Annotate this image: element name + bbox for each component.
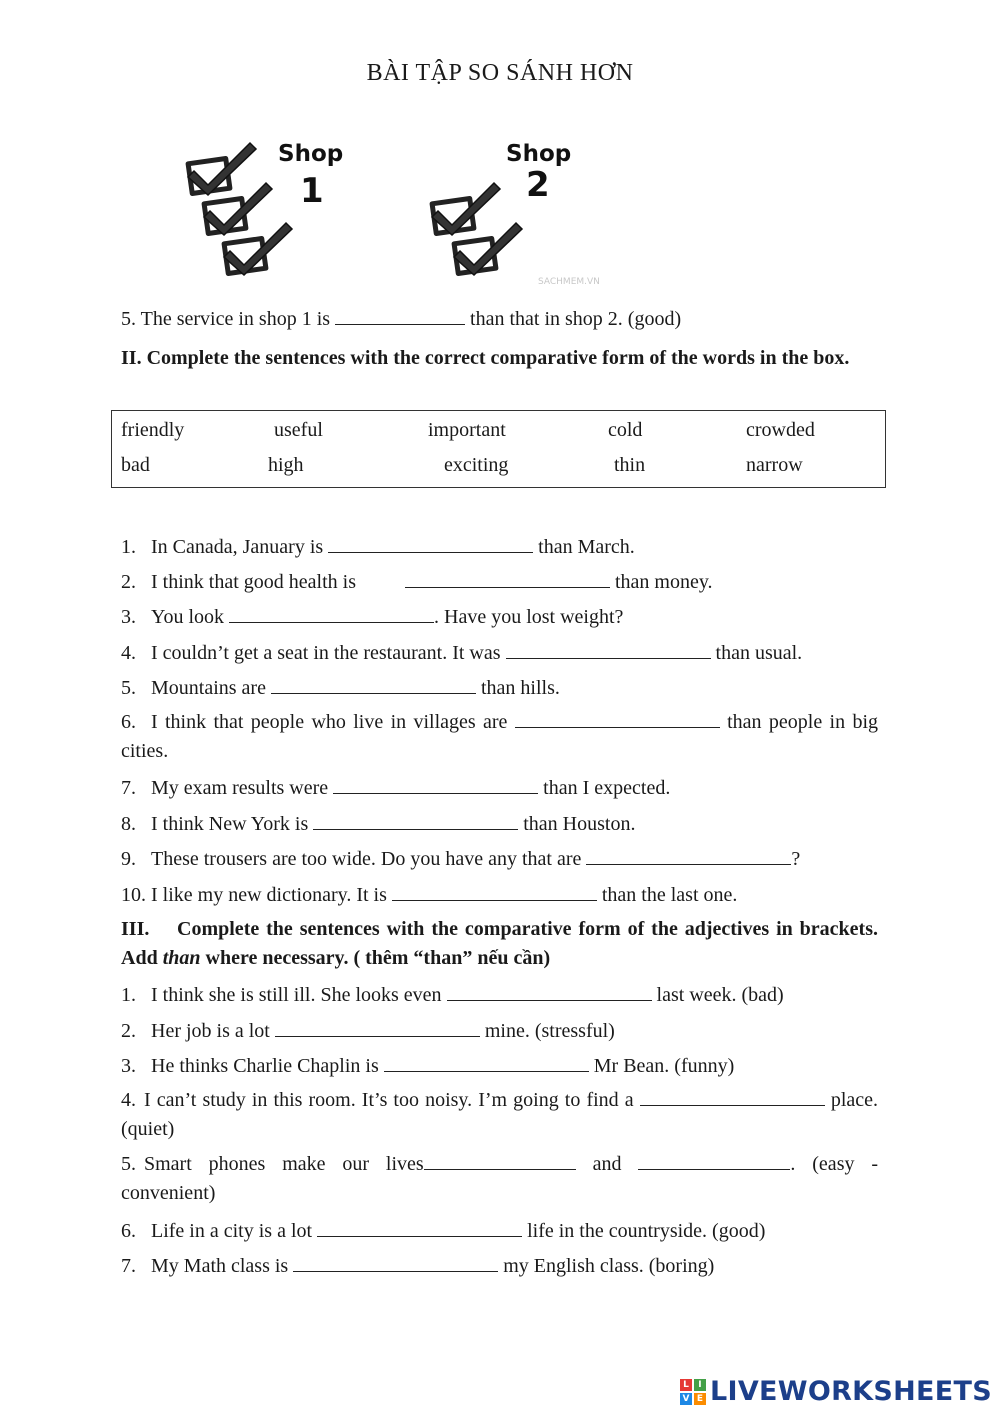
answer-blank[interactable]: [638, 1151, 790, 1170]
answer-blank[interactable]: [333, 775, 538, 794]
question-line: 2. I think that good health is than money.: [121, 571, 713, 593]
box-word: exciting: [444, 454, 509, 476]
question-line: 1. In Canada, January is than March.: [121, 536, 635, 558]
answer-blank[interactable]: [586, 846, 791, 865]
answer-blank[interactable]: [447, 982, 652, 1001]
question-line: 4. I can’t study in this room. It’s too noisy. I’m going to find a place. (quiet): [121, 1089, 879, 1140]
question-line: 9. These trousers are too wide. Do you have any that are ?: [121, 848, 801, 870]
question-line: 5. Mountains are than hills.: [121, 677, 560, 699]
shop1-label: Shop: [278, 141, 344, 167]
box-word: narrow: [746, 454, 803, 476]
section-heading: II. Complete the sentences with the correct comparative form of the words in the box.: [121, 347, 850, 369]
question-line: 7. My exam results were than I expected.: [121, 777, 671, 799]
answer-blank[interactable]: [392, 882, 597, 901]
box-word: bad: [121, 454, 150, 476]
liveworksheets-logo: [680, 1376, 992, 1407]
box-word: friendly: [121, 419, 185, 441]
answer-blank[interactable]: [317, 1218, 522, 1237]
answer-blank[interactable]: [384, 1053, 589, 1072]
question-line: 8. I think New York is than Houston.: [121, 813, 636, 835]
question-line: 4. I couldn’t get a seat in the restaurant. It was than usual.: [121, 642, 803, 664]
shop1-image: [180, 135, 350, 280]
shop2-number: 2: [526, 165, 550, 205]
question-line: 5. The service in shop 1 is than that in shop 2. (good): [121, 308, 682, 330]
answer-blank[interactable]: [229, 604, 434, 623]
shop2-image: [428, 135, 628, 285]
question-line: 7. My Math class is my English class. (boring): [121, 1255, 715, 1277]
question-line: 3. He thinks Charlie Chaplin is Mr Bean. (funny): [121, 1055, 735, 1077]
word-box: [111, 410, 886, 488]
logo-text: LIVEWORKSHEETS: [709, 1376, 992, 1407]
question-line: 2. Her job is a lot mine. (stressful): [121, 1020, 615, 1042]
question-line: 1. I think she is still ill. She looks even last week. (bad): [121, 984, 784, 1006]
logo-icon: L I V E: [680, 1379, 706, 1405]
question-line: 6. Life in a city is a lot life in the countryside. (good): [121, 1220, 766, 1242]
answer-blank[interactable]: [328, 534, 533, 553]
box-word: thin: [614, 454, 646, 476]
watermark: SACHMEM.VN: [538, 277, 600, 287]
question-line: 5. Smart phones make our lives and . (easy - convenient): [121, 1153, 879, 1204]
box-word: crowded: [746, 419, 815, 441]
answer-blank[interactable]: [515, 709, 720, 728]
question-line: 3. You look . Have you lost weight?: [121, 606, 624, 628]
answer-blank[interactable]: [313, 811, 518, 830]
answer-blank[interactable]: [405, 569, 610, 588]
answer-blank[interactable]: [293, 1253, 498, 1272]
answer-blank[interactable]: [506, 640, 711, 659]
box-word: high: [268, 454, 304, 476]
box-word: useful: [274, 419, 323, 441]
section-heading: III. Complete the sentences with the comparative form of the adjectives in brackets. Add than where necessary. ( thêm “than” nếu cần): [121, 918, 882, 969]
answer-blank[interactable]: [640, 1087, 825, 1106]
answer-blank[interactable]: [275, 1018, 480, 1037]
question-line: 10. I like my new dictionary. It is than the last one.: [121, 884, 738, 906]
answer-blank[interactable]: [424, 1151, 576, 1170]
shop2-label: Shop: [506, 141, 572, 167]
shop1-number: 1: [300, 171, 324, 211]
answer-blank[interactable]: [335, 306, 465, 325]
question-line: 6. I think that people who live in villages are than people in big cities.: [121, 711, 879, 762]
box-word: important: [428, 419, 506, 441]
box-word: cold: [608, 419, 643, 441]
page-title: BÀI TẬP SO SÁNH HƠN: [366, 60, 634, 86]
answer-blank[interactable]: [271, 675, 476, 694]
